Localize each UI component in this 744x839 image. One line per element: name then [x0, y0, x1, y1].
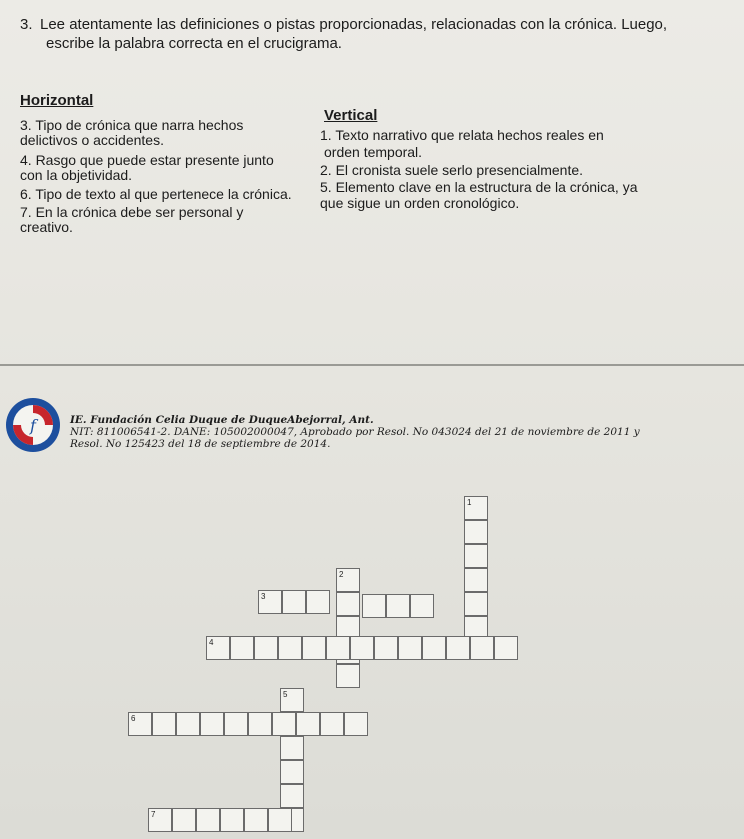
- clue-h7-line1: 7. En la crónica debe ser personal y: [20, 204, 244, 220]
- school-name: IE. Fundación Celia Duque de DuqueAbejorral, Ant.: [70, 414, 374, 426]
- crossword-cell-number: 5: [283, 690, 288, 699]
- crossword-cell[interactable]: [320, 712, 344, 736]
- crossword-cell[interactable]: [220, 808, 244, 832]
- clue-h4-line1: 4. Rasgo que puede estar presente junto: [20, 152, 274, 168]
- school-resolution-line: Resol. No 125423 del 18 de septiembre de 2014.: [70, 438, 331, 450]
- clue-h7-line2: creativo.: [20, 219, 73, 235]
- crossword-cell-number: 4: [209, 638, 214, 647]
- instruction-line-2: escribe la palabra correcta en el crucigrama.: [46, 35, 342, 52]
- crossword-cell[interactable]: [172, 808, 196, 832]
- crossword-cell[interactable]: [326, 636, 350, 660]
- crossword-cell-number: 3: [261, 592, 266, 601]
- crossword-cell[interactable]: [230, 636, 254, 660]
- crossword-cell[interactable]: [464, 496, 488, 520]
- crossword-cell[interactable]: [464, 520, 488, 544]
- logo-letter: f: [30, 416, 36, 435]
- crossword-cell[interactable]: [280, 760, 304, 784]
- crossword-cell[interactable]: [386, 594, 410, 618]
- instruction-line-1: Lee atentamente las definiciones o pistas proporcionadas, relacionadas con la crónica. Luego,: [40, 16, 668, 33]
- crossword-cell[interactable]: [196, 808, 220, 832]
- crossword-cell[interactable]: [464, 544, 488, 568]
- crossword-cell[interactable]: [206, 636, 230, 660]
- crossword-cell[interactable]: [302, 636, 326, 660]
- crossword-cell[interactable]: [422, 636, 446, 660]
- crossword-cell[interactable]: [176, 712, 200, 736]
- crossword-cell[interactable]: [494, 636, 518, 660]
- crossword-cell[interactable]: [336, 664, 360, 688]
- crossword-cell[interactable]: [280, 736, 304, 760]
- clue-h3-line1: 3. Tipo de crónica que narra hechos: [20, 117, 244, 133]
- crossword-cell[interactable]: [282, 590, 306, 614]
- clue-v1-line2: orden temporal.: [324, 144, 423, 160]
- crossword-cell[interactable]: [398, 636, 422, 660]
- crossword-cell[interactable]: [248, 712, 272, 736]
- crossword-cell[interactable]: [336, 592, 360, 616]
- crossword-cell[interactable]: [362, 594, 386, 618]
- crossword-cell[interactable]: [446, 636, 470, 660]
- crossword-cell[interactable]: [306, 590, 330, 614]
- crossword-cell[interactable]: [344, 712, 368, 736]
- clue-v2: 2. El cronista suele serlo presencialmente.: [320, 162, 584, 178]
- crossword-cell-number: 1: [467, 498, 472, 507]
- crossword-cell[interactable]: [296, 712, 320, 736]
- crossword-cell[interactable]: [224, 712, 248, 736]
- crossword-cell-number: 2: [339, 570, 344, 579]
- crossword-cell[interactable]: [258, 590, 282, 614]
- clue-v1-line1: 1. Texto narrativo que relata hechos reales en: [320, 127, 604, 143]
- horizontal-heading: Horizontal: [20, 92, 94, 109]
- crossword-cell[interactable]: [280, 784, 304, 808]
- clue-v5-line2: que sigue un orden cronológico.: [320, 195, 520, 211]
- crossword-cell[interactable]: [470, 636, 494, 660]
- crossword-cell[interactable]: [152, 712, 176, 736]
- crossword-cell[interactable]: [374, 636, 398, 660]
- crossword-cell[interactable]: [148, 808, 172, 832]
- school-nit-line: NIT: 811006541-2. DANE: 105002000047, Aprobado por Resol. No 043024 del 21 de noviembre de 2011 y: [70, 426, 640, 438]
- crossword-cell[interactable]: [128, 712, 152, 736]
- crossword-cell[interactable]: [280, 688, 304, 712]
- clue-h6: 6. Tipo de texto al que pertenece la crónica.: [20, 186, 292, 202]
- crossword-cell[interactable]: [200, 712, 224, 736]
- crossword-cell[interactable]: [350, 636, 374, 660]
- crossword-cell[interactable]: [268, 808, 292, 832]
- clue-h3-line2: delictivos o accidentes.: [20, 132, 164, 148]
- crossword-cell[interactable]: [464, 568, 488, 592]
- crossword-cell[interactable]: [336, 568, 360, 592]
- crossword-cell[interactable]: [254, 636, 278, 660]
- crossword-cell-number: 7: [151, 810, 156, 819]
- vertical-heading: Vertical: [324, 107, 378, 124]
- crossword-cell[interactable]: [244, 808, 268, 832]
- crossword-cell[interactable]: [464, 592, 488, 616]
- crossword-cell[interactable]: [278, 636, 302, 660]
- crossword-cell[interactable]: [410, 594, 434, 618]
- crossword-cell-number: 6: [131, 714, 136, 723]
- clue-h4-line2: con la objetividad.: [20, 167, 133, 183]
- instruction-number: 3.: [20, 16, 33, 33]
- clue-v5-line1: 5. Elemento clave en la estructura de la crónica, ya: [320, 179, 638, 195]
- crossword-cell[interactable]: [272, 712, 296, 736]
